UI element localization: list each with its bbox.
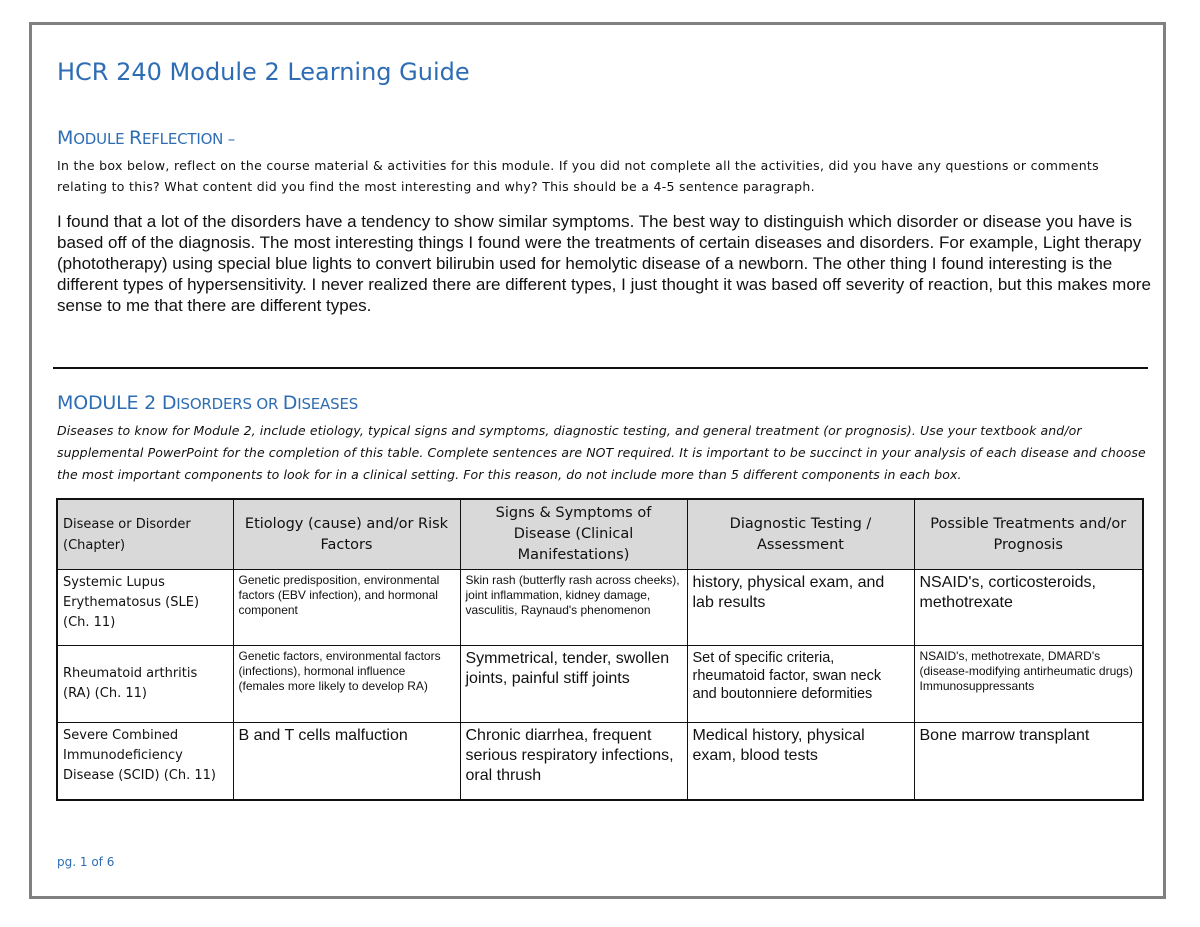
- header-diagnostic: Diagnostic Testing / Assessment: [687, 499, 914, 570]
- table-row: [57, 646, 1143, 723]
- cell-signs: Chronic diarrhea, frequent serious respiratory infections, oral thrush: [460, 723, 687, 800]
- header-etiology: Etiology (cause) and/or Risk Factors: [233, 499, 460, 570]
- cell-disease: Severe Combined Immunodeficiency Disease (SCID) (Ch. 11): [57, 723, 233, 800]
- diseases-instructions: Diseases to know for Module 2, include etiology, typical signs and symptoms, diagnostic testing, and general treatment (or prognosis). Use your textbook and/or supplemental PowerPoint for the completion of this table. Complete sentences are NOT required. It is important to be succinct in your analysis of each disease and choose the most important components to look for in a clinical setting. For this reason, do not include more than 5 different components in each box.: [57, 423, 1146, 482]
- cell-disease: Systemic Lupus Erythematosus (SLE) (Ch. 11): [57, 570, 233, 646]
- reflection-instructions: In the box below, reflect on the course material & activities for this module. If you did not complete all the activities, did you have any questions or comments relating to this? What content did you find the most interesting and why? This should be a 4-5 sentence paragraph.: [57, 158, 1099, 194]
- diseases-table: [56, 498, 1144, 801]
- page-number: pg. 1 of 6: [57, 855, 115, 869]
- cell-treatment: NSAID's, methotrexate, DMARD's (disease-modifying antirheumatic drugs) Immunosuppressants: [914, 646, 1143, 723]
- reflection-answer: I found that a lot of the disorders have a tendency to show similar symptoms. The best way to distinguish which disorder or disease you have is based off of the diagnosis. The most interesting things I found were the treatments of certain diseases and disorders. For example, Light therapy (phototherapy) using special blue lights to convert bilirubin used for hemolytic disease of a newborn. The other thing I found interesting is the different types of hypersensitivity. I never realized there are different types, I just thought it was based off severity of reaction, but this makes more sense to me that there are different types.: [57, 212, 1151, 315]
- cell-treatment: Bone marrow transplant: [914, 723, 1143, 800]
- cell-treatment: NSAID's, corticosteroids, methotrexate: [914, 570, 1143, 646]
- reflection-heading: MODULE REFLECTION –: [57, 127, 236, 149]
- cell-diagnostic: Medical history, physical exam, blood tests: [687, 723, 914, 800]
- cell-signs: Symmetrical, tender, swollen joints, painful stiff joints: [460, 646, 687, 723]
- header-disease: Disease or Disorder (Chapter): [57, 499, 233, 570]
- cell-diagnostic: Set of specific criteria, rheumatoid factor, swan neck and boutonniere deformities: [687, 646, 914, 723]
- table-header-row: [57, 499, 1143, 570]
- page-title: HCR 240 Module 2 Learning Guide: [57, 58, 470, 86]
- cell-signs: Skin rash (butterfly rash across cheeks), joint inflammation, kidney damage, vasculitis, Raynaud's phenomenon: [460, 570, 687, 646]
- table-row: [57, 570, 1143, 646]
- section-divider: [53, 367, 1148, 369]
- cell-diagnostic: history, physical exam, and lab results: [687, 570, 914, 646]
- table-row: [57, 723, 1143, 800]
- header-treatment: Possible Treatments and/or Prognosis: [914, 499, 1143, 570]
- header-signs: Signs & Symptoms of Disease (Clinical Manifestations): [460, 499, 687, 570]
- cell-etiology: Genetic factors, environmental factors (infections), hormonal influence (females more likely to develop RA): [233, 646, 460, 723]
- cell-etiology: Genetic predisposition, environmental factors (EBV infection), and hormonal component: [233, 570, 460, 646]
- cell-etiology: B and T cells malfuction: [233, 723, 460, 800]
- cell-disease: Rheumatoid arthritis (RA) (Ch. 11): [57, 646, 233, 723]
- document-page: [29, 22, 1166, 899]
- diseases-heading: MODULE 2 DISORDERS OR DISEASES: [57, 392, 359, 414]
